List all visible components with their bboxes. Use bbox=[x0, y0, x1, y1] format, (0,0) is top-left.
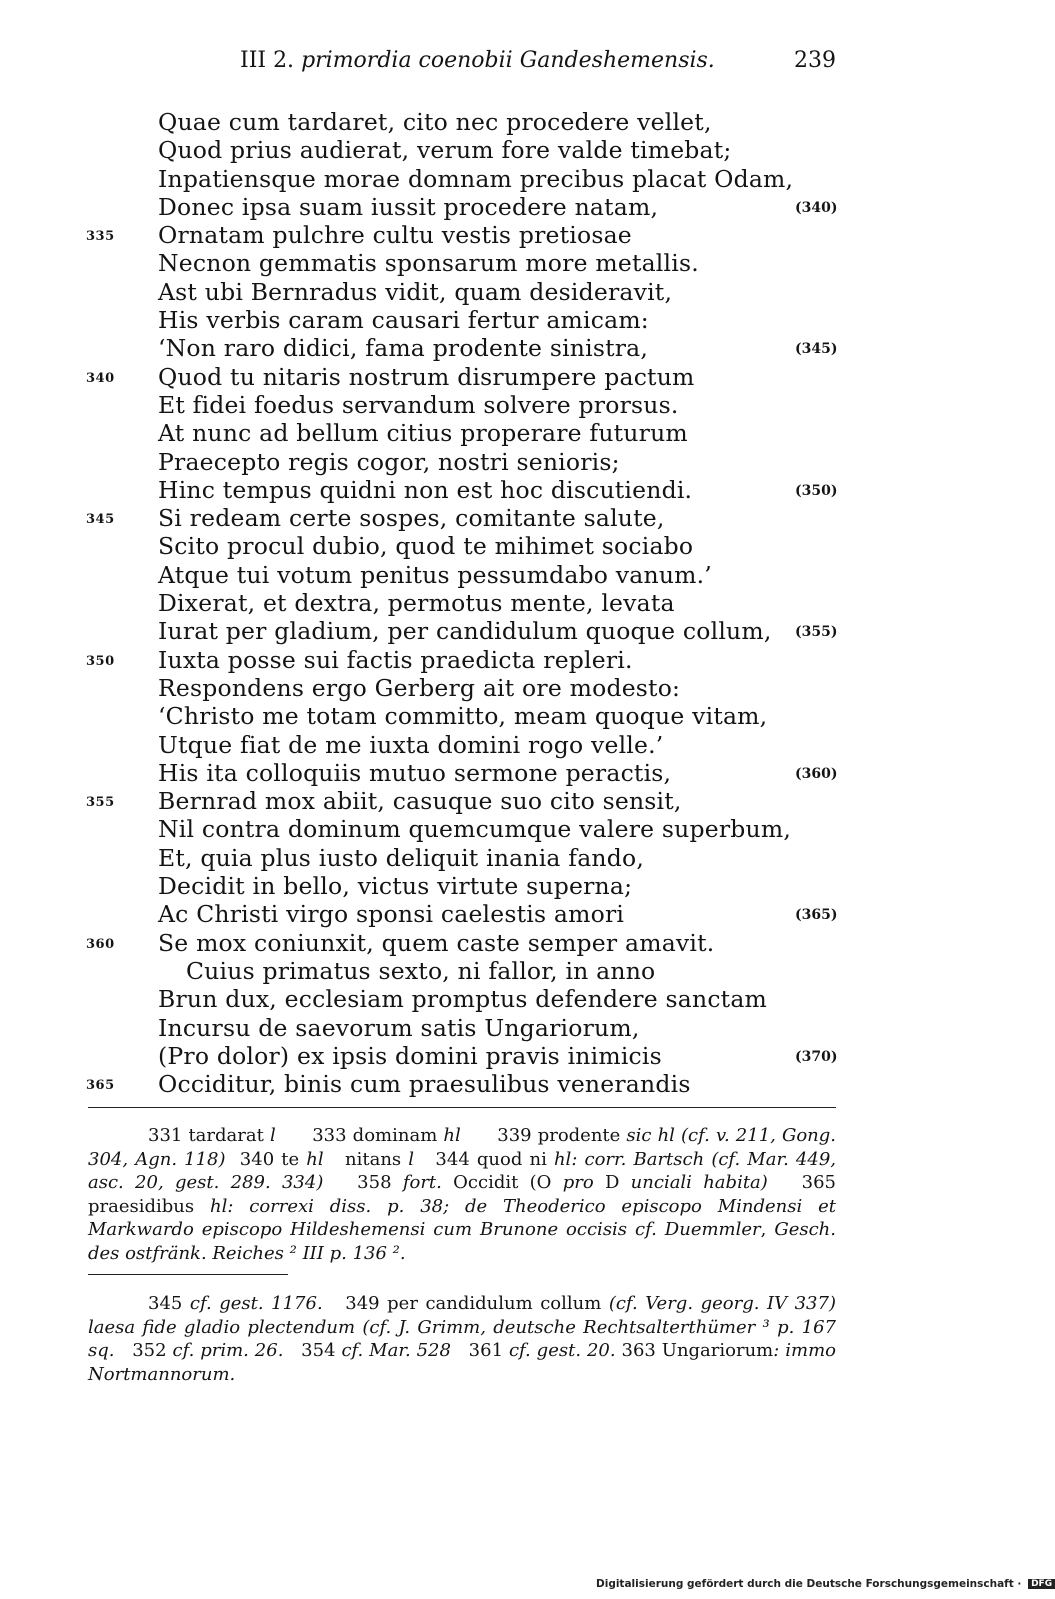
note-segment: 331 tardarat bbox=[148, 1125, 270, 1146]
verse-text: Atque tui votum penitus pessumdabo vanum.’ bbox=[158, 560, 712, 589]
manuscript-line-ref: (340) bbox=[795, 199, 838, 216]
note-segment: 345 bbox=[148, 1293, 190, 1314]
verse-line bbox=[0, 646, 1000, 674]
verse-text: Utque fiat de me iuxta domini rogo velle.’ bbox=[158, 730, 664, 759]
note-segment: Gesch. des ostfränk. Reiches ² III p. 136 ². bbox=[88, 1219, 842, 1264]
verse-text: Si redeam certe sospes, comitante salute, bbox=[158, 504, 665, 533]
verse-text: Necnon gemmatis sponsarum more metallis. bbox=[158, 249, 699, 278]
verse-line bbox=[0, 731, 1000, 759]
note-segment: 365 praesidibus bbox=[88, 1172, 842, 1217]
verse-text: Iuxta posse sui factis praedicta repleri. bbox=[158, 645, 633, 674]
verse-line bbox=[0, 193, 1000, 221]
line-number: 360 bbox=[86, 936, 115, 952]
verse-line bbox=[0, 900, 1000, 928]
note-segment: 340 te bbox=[225, 1148, 307, 1170]
verse-text: ‘Christo me totam committo, meam quoque vitam, bbox=[158, 702, 768, 731]
verse-text: His ita colloquiis mutuo sermone peractis, bbox=[158, 758, 672, 787]
verse-text: Se mox coniunxit, quem caste semper amavit. bbox=[158, 928, 715, 957]
verse-line bbox=[0, 391, 1000, 419]
header-title: primordia coenobii Gandeshemensis. bbox=[301, 48, 715, 73]
verse-line bbox=[0, 448, 1000, 476]
digitization-credit bbox=[596, 1578, 1055, 1590]
note-segment: 358 bbox=[323, 1172, 403, 1193]
critical-apparatus bbox=[88, 1124, 842, 1265]
verse-line bbox=[0, 702, 1000, 730]
note-segment: cf. prim. 26. bbox=[172, 1340, 284, 1361]
verse-line bbox=[0, 985, 1000, 1013]
verse-line bbox=[0, 957, 1000, 985]
note-segment: hl: corr. Bartsch (cf. Mar. 449, asc. 20, gest. 289. 334) bbox=[88, 1148, 842, 1193]
verse-text: Scito procul dubio, quod te mihimet sociabo bbox=[158, 532, 694, 561]
critical-notes-text bbox=[88, 1124, 842, 1265]
note-segment: pro bbox=[562, 1172, 594, 1193]
verse-line bbox=[0, 674, 1000, 702]
verse-text: His verbis caram causari fertur amicam: bbox=[158, 306, 649, 335]
note-segment: hl bbox=[443, 1125, 461, 1146]
verse-text: Inpatiensque morae domnam precibus placat Odam, bbox=[158, 164, 794, 193]
verse-line bbox=[0, 532, 1000, 560]
manuscript-line-ref: (355) bbox=[795, 624, 838, 641]
verse-text: Incursu de saevorum satis Ungariorum, bbox=[158, 1013, 640, 1042]
verse-line bbox=[0, 419, 1000, 447]
verse-line bbox=[0, 221, 1000, 249]
verse-line bbox=[0, 787, 1000, 815]
verse-line bbox=[0, 136, 1000, 164]
note-segment: nitans bbox=[323, 1148, 409, 1170]
note-segment: : immo Nortmannorum. bbox=[88, 1340, 842, 1385]
note-segment: l bbox=[408, 1148, 415, 1170]
verse-line bbox=[0, 363, 1000, 391]
header-prefix: III 2. bbox=[240, 48, 295, 73]
manuscript-line-ref: (350) bbox=[795, 482, 838, 499]
verse-line bbox=[0, 561, 1000, 589]
note-segment: 339 prodente bbox=[460, 1125, 627, 1146]
dfg-logo: DFG bbox=[1028, 1579, 1055, 1589]
verse-text: Hinc tempus quidni non est hoc discutiendi. bbox=[158, 475, 693, 504]
verse-text: Brun dux, ecclesiam promptus defendere sanctam bbox=[158, 985, 768, 1014]
note-segment: 354 bbox=[283, 1340, 342, 1361]
verse-text: Et, quia plus iusto deliquit inania fando, bbox=[158, 843, 644, 872]
verse-line bbox=[0, 815, 1000, 843]
manuscript-line-ref: (370) bbox=[795, 1048, 838, 1065]
verse-text: Et fidei foedus servandum solvere prorsus. bbox=[158, 390, 679, 419]
note-segment: hl: correxi diss. p. 38; de Theoderico episcopo Mindensi et Markwardo episcopo Hildeshemensi cum Brunone occisis cf. Duemmler bbox=[88, 1195, 842, 1240]
note-segment: 363 Ungariorum bbox=[615, 1340, 774, 1361]
verse-line bbox=[0, 108, 1000, 136]
line-number: 340 bbox=[86, 370, 115, 386]
verse-line bbox=[0, 759, 1000, 787]
manuscript-line-ref: (360) bbox=[795, 765, 838, 782]
note-segment: 349 per candidulum collum bbox=[322, 1293, 609, 1314]
verse-text: Donec ipsa suam iussit procedere natam, bbox=[158, 192, 659, 221]
verse-text: Ast ubi Bernradus vidit, quam desideravit, bbox=[158, 277, 673, 306]
verse-text: Cuius primatus sexto, ni fallor, in anno bbox=[186, 956, 656, 985]
footnote-divider bbox=[88, 1107, 836, 1108]
verse-line bbox=[0, 589, 1000, 617]
verse-line bbox=[0, 306, 1000, 334]
note-segment: fort. bbox=[402, 1172, 442, 1193]
verse-text: Dixerat, et dextra, permotus mente, levata bbox=[158, 589, 675, 618]
verse-line bbox=[0, 929, 1000, 957]
verse-text: Praecepto regis cogor, nostri senioris; bbox=[158, 447, 620, 476]
note-segment: cf. gest. 1176. bbox=[189, 1293, 323, 1314]
line-number: 365 bbox=[86, 1078, 115, 1094]
verse-line bbox=[0, 872, 1000, 900]
line-number: 345 bbox=[86, 512, 115, 528]
line-number: 355 bbox=[86, 795, 115, 811]
source-notes-text bbox=[88, 1292, 842, 1386]
note-segment: 352 bbox=[114, 1340, 173, 1361]
verse-text: Iurat per gladium, per candidulum quoque collum, bbox=[158, 617, 772, 646]
note-segment: sic hl (cf. v. 211, Gong. 304, Agn. 118) bbox=[88, 1125, 842, 1170]
note-segment: cf. gest. 20. bbox=[508, 1340, 616, 1361]
verse-line bbox=[0, 844, 1000, 872]
verse-text: ‘Non raro didici, fama prodente sinistra, bbox=[158, 334, 649, 363]
verse-line bbox=[0, 278, 1000, 306]
verse-line bbox=[0, 334, 1000, 362]
note-segment: D bbox=[593, 1172, 631, 1193]
verse-line bbox=[0, 1014, 1000, 1042]
verse-text: Nil contra dominum quemcumque valere superbum, bbox=[158, 815, 792, 844]
manuscript-line-ref: (345) bbox=[795, 341, 838, 358]
running-title bbox=[240, 48, 715, 73]
note-segment: cf. Mar. 528 bbox=[341, 1340, 451, 1361]
verse-line bbox=[0, 617, 1000, 645]
line-number: 335 bbox=[86, 229, 115, 245]
note-segment: Occidit (O bbox=[441, 1172, 563, 1193]
source-divider bbox=[88, 1274, 288, 1275]
verse-text: At nunc ad bellum citius properare futurum bbox=[158, 419, 688, 448]
line-number: 350 bbox=[86, 653, 115, 669]
page-number: 239 bbox=[794, 48, 836, 73]
verse-text: Respondens ergo Gerberg ait ore modesto: bbox=[158, 673, 681, 702]
verse-line bbox=[0, 165, 1000, 193]
verse-text: Quae cum tardaret, cito nec procedere vellet, bbox=[158, 108, 712, 136]
manuscript-line-ref: (365) bbox=[795, 907, 838, 924]
verse-text: Occiditur, binis cum praesulibus venerandis bbox=[158, 1070, 691, 1099]
note-segment: 333 dominam bbox=[275, 1125, 444, 1146]
note-segment: (cf. Verg. georg. IV 337) laesa fide gladio plectendum (cf. J. Grimm, deutsche Rechtsalterthümer ³ p. 167 sq. bbox=[88, 1293, 842, 1361]
verse-line bbox=[0, 476, 1000, 504]
note-segment: unciali habita) bbox=[630, 1172, 768, 1193]
verse-text: Ac Christi virgo sponsi caelestis amori bbox=[158, 900, 625, 929]
source-apparatus bbox=[88, 1292, 842, 1386]
verse-line bbox=[0, 1070, 1000, 1098]
credit-text: Digitalisierung gefördert durch die Deutsche Forschungsgemeinschaft · bbox=[596, 1578, 1022, 1590]
verse-text: (Pro dolor) ex ipsis domini pravis inimicis bbox=[158, 1041, 662, 1070]
verse-text: Quod tu nitaris nostrum disrumpere pactum bbox=[158, 362, 695, 391]
poem-text bbox=[0, 108, 1000, 1098]
note-segment: 344 quod ni bbox=[414, 1148, 554, 1170]
verse-line bbox=[0, 504, 1000, 532]
verse-text: Bernrad mox abiit, casuque suo cito sensit, bbox=[158, 787, 682, 816]
verse-text: Ornatam pulchre cultu vestis pretiosae bbox=[158, 221, 632, 250]
note-segment: hl bbox=[306, 1148, 324, 1170]
running-header bbox=[0, 48, 1000, 84]
note-segment: , bbox=[760, 1219, 775, 1240]
verse-text: Decidit in bello, victus virtute superna; bbox=[158, 872, 633, 901]
verse-line bbox=[0, 1042, 1000, 1070]
verse-text: Quod prius audierat, verum fore valde timebat; bbox=[158, 136, 732, 165]
note-segment: l bbox=[269, 1125, 276, 1146]
verse-line bbox=[0, 249, 1000, 277]
note-segment: 361 bbox=[450, 1340, 509, 1361]
